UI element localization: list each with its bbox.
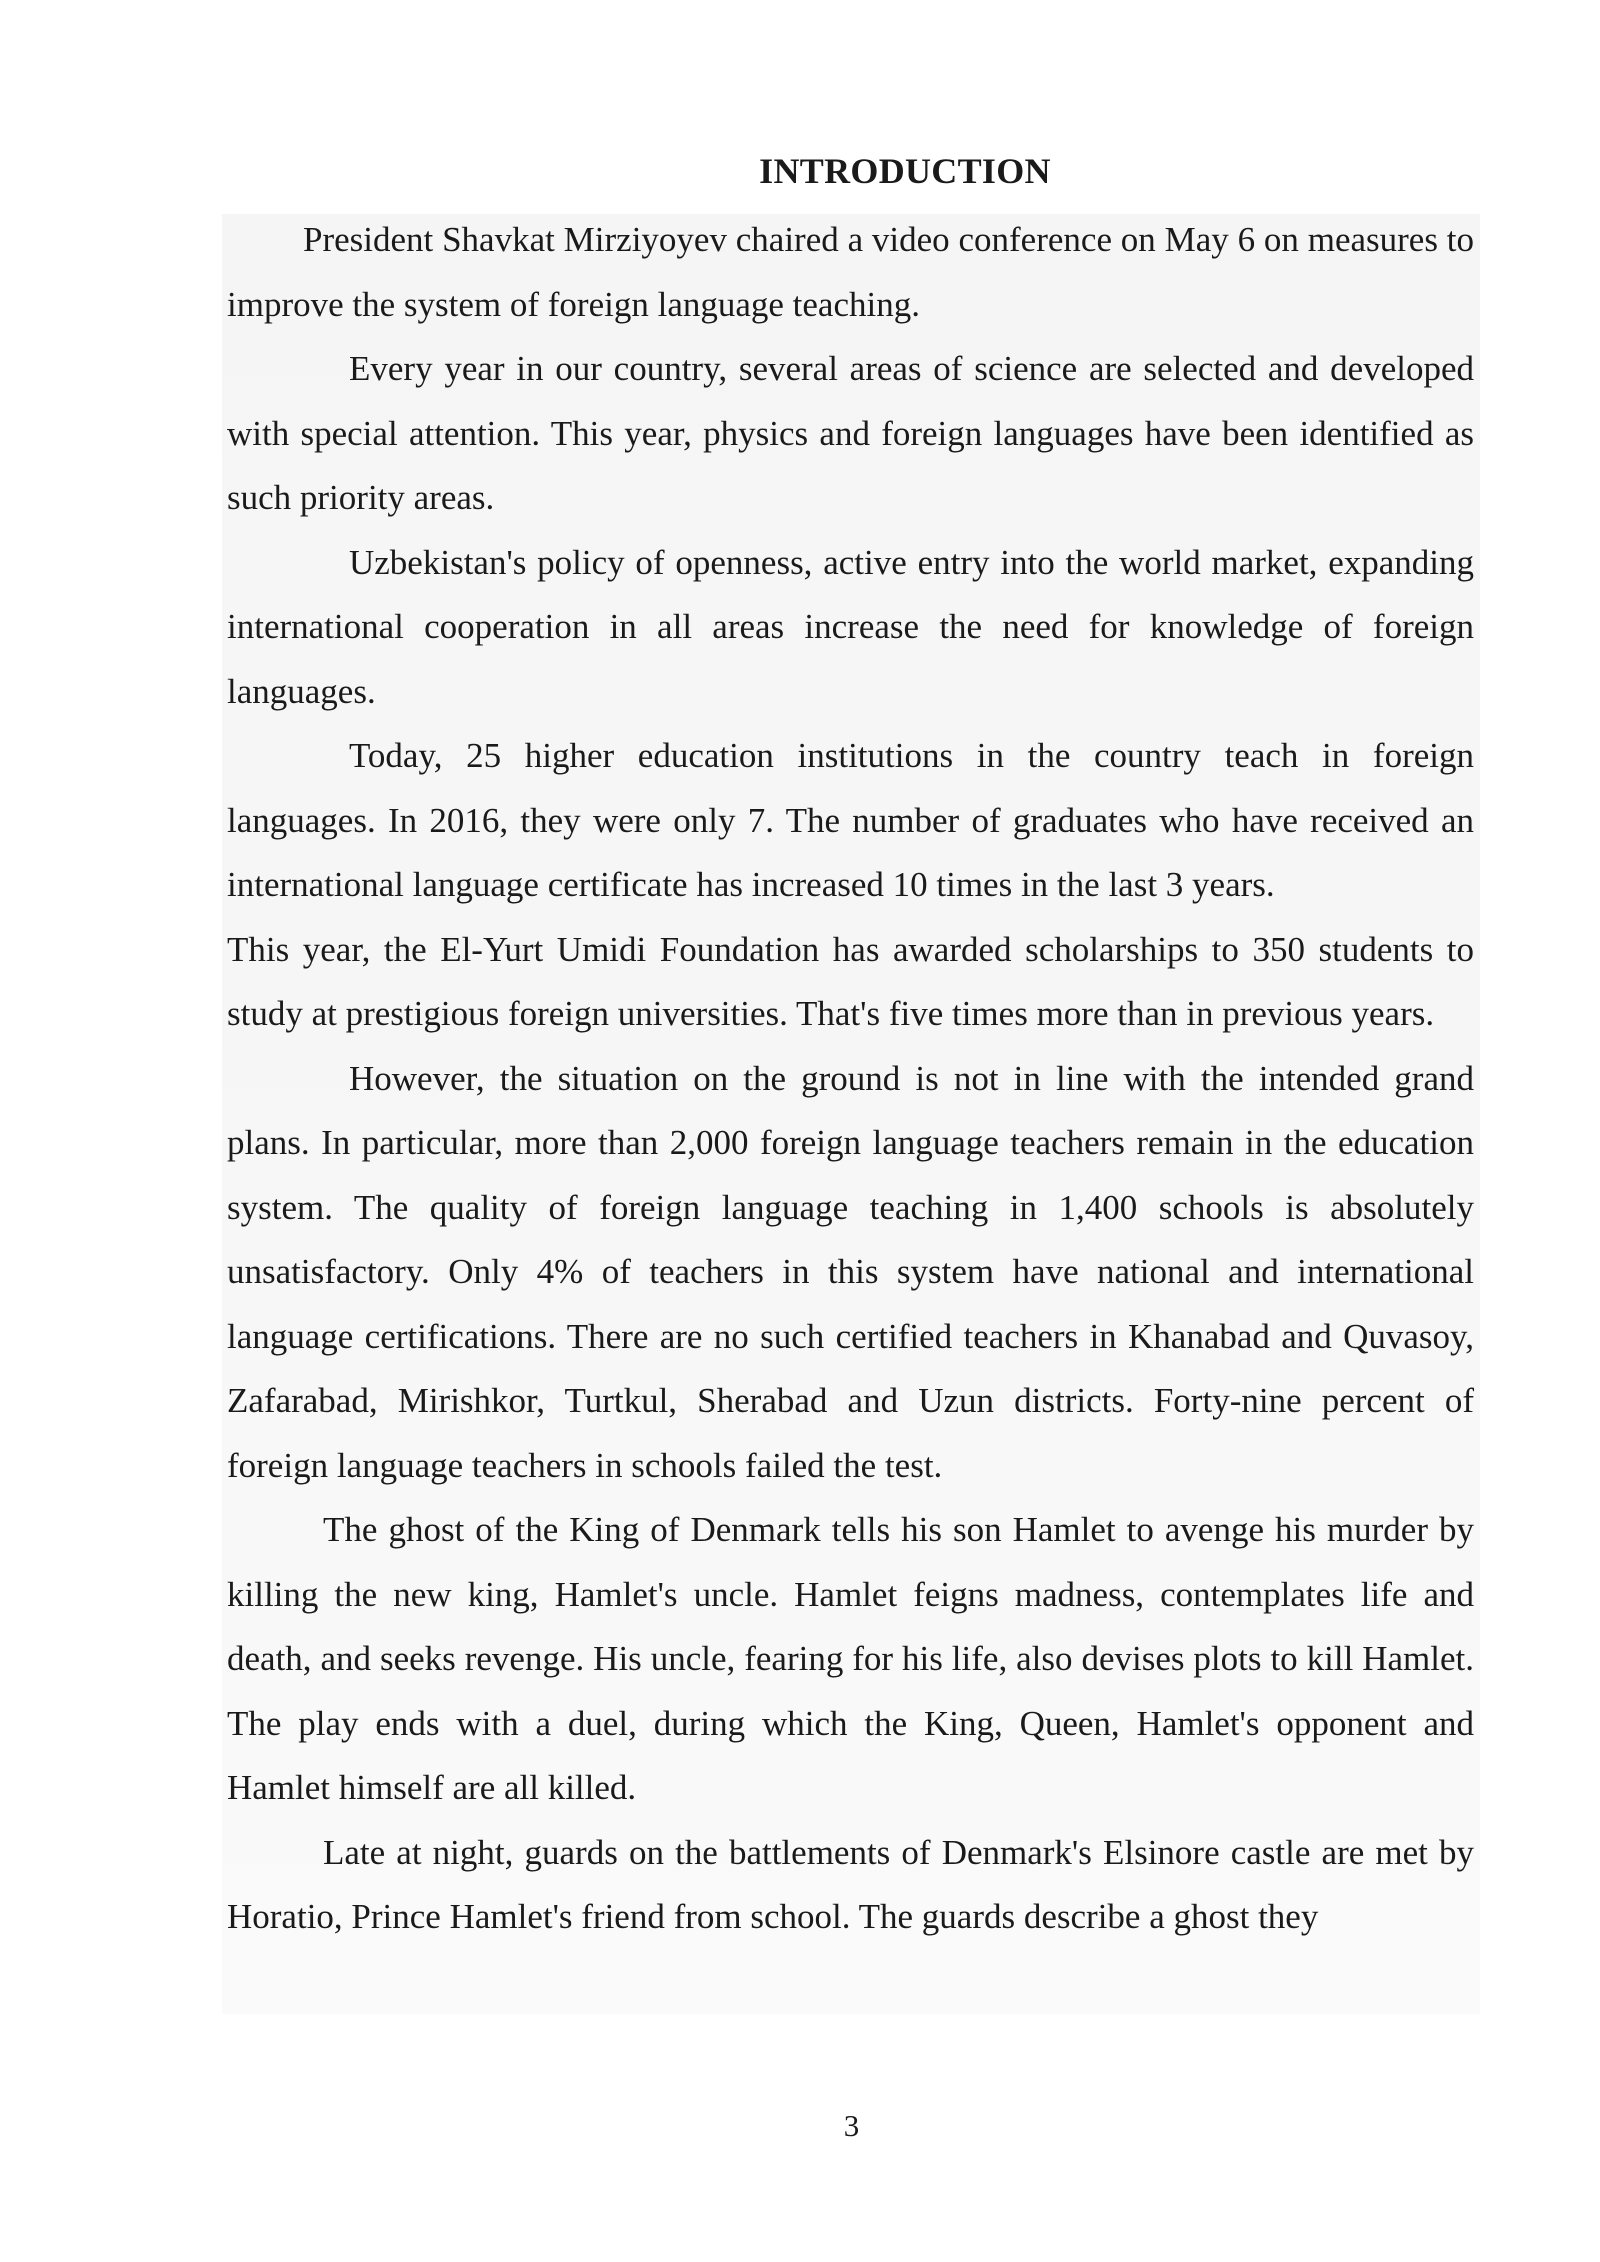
- paragraph-5: This year, the El-Yurt Umidi Foundation has awarded scholarships to 350 students to study at prestigious foreign universities. That's five times more than in previous years.: [227, 929, 1474, 1033]
- paragraph-3: Uzbekistan's policy of openness, active entry into the world market, expanding international cooperation in all areas increase the need for knowledge of foreign languages.: [227, 542, 1474, 711]
- document-body: [227, 208, 1474, 1950]
- paragraph-1: President Shavkat Mirziyoyev chaired a video conference on May 6 on measures to improve the system of foreign language teaching.: [227, 220, 1474, 324]
- page-title: INTRODUCTION: [759, 151, 1051, 191]
- page-number: 3: [843, 2108, 860, 2143]
- paragraph-8: Late at night, guards on the battlements of Denmark's Elsinore castle are met by Horatio, Prince Hamlet's friend from school. The guards describe a ghost they: [227, 1832, 1474, 1936]
- paragraph-6: However, the situation on the ground is not in line with the intended grand plans. In particular, more than 2,000 foreign language teachers remain in the education system. The quality of foreign language teaching in 1,400 schools is absolutely unsatisfactory. Only 4% of teachers in this system have national and international language certifications. There are no such certified teachers in Khanabad and Quvasoy, Zafarabad, Mirishkor, Turtkul, Sherabad and Uzun districts. Forty-nine percent of foreign language teachers in schools failed the test.: [227, 1058, 1474, 1485]
- paragraph-2: Every year in our country, several areas of science are selected and developed with special attention. This year, physics and foreign languages have been identified as such priority areas.: [227, 349, 1474, 517]
- paragraph-7: The ghost of the King of Denmark tells his son Hamlet to avenge his murder by killing the new king, Hamlet's uncle. Hamlet feigns madness, contemplates life and death, and seeks revenge. His uncle, fearing for his life, also devises plots to kill Hamlet. The play ends with a duel, during which the King, Queen, Hamlet's opponent and Hamlet himself are all killed.: [227, 1510, 1474, 1807]
- paragraph-4: Today, 25 higher education institutions in the country teach in foreign languages. In 2016, they were only 7. The number of graduates who have received an international language certificate has increased 10 times in the last 3 years.: [227, 736, 1474, 904]
